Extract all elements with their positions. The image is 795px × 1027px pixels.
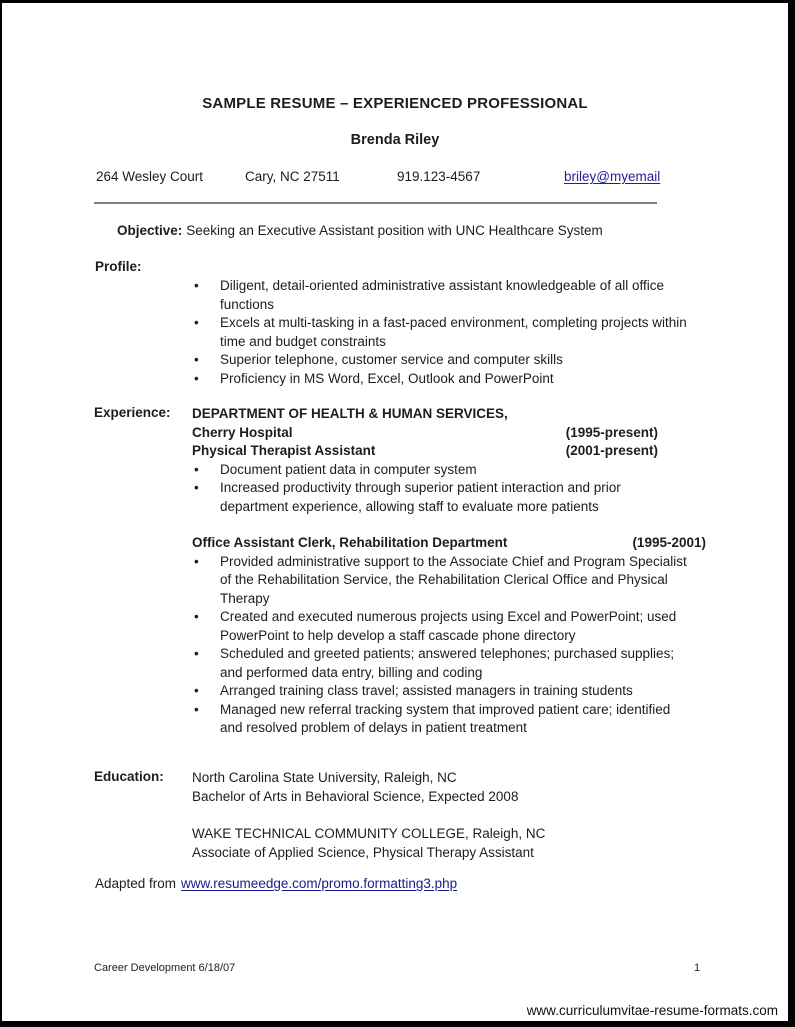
experience-section [192,405,706,738]
experience-bullet: • Managed new referral tracking system that improved patient care; identified and resolved problem of delays in patient treatment [192,701,692,738]
job-dates: (2001-present) [565,443,658,458]
profile-bullet: • Diligent, detail-oriented administrative assistant knowledgeable of all office functions [192,277,692,314]
employer-name: DEPARTMENT OF HEALTH & HUMAN SERVICES, [192,406,508,421]
experience-bullet: • Created and executed numerous projects using Excel and PowerPoint; used PowerPoint to help develop a staff cascade phone directory [192,608,692,645]
job-title: Cherry Hospital [192,424,293,440]
contact-address: 264 Wesley Court [96,169,204,184]
profile-bullet: • Excels at multi-tasking in a fast-paced environment, completing projects within time and budget constraints [192,314,692,351]
contact-city: Cary, NC 27511 [245,169,340,184]
job-dates: (1995-2001) [632,535,706,550]
school-degree: Associate of Applied Science, Physical Therapy Assistant [192,844,534,860]
profile-bullet: • Proficiency in MS Word, Excel, Outlook and PowerPoint [192,370,692,389]
document-title: SAMPLE RESUME – EXPERIENCED PROFESSIONAL [202,95,588,112]
job1-bullet-list [192,461,692,517]
job-dates: (1995-present) [565,424,658,440]
school-entry [192,769,712,806]
section-label-experience: Experience: [94,405,171,420]
school-degree: Bachelor of Arts in Behavioral Science, Expected 2008 [192,788,519,804]
experience-bullet: • Document patient data in computer system [192,461,692,480]
job2-bullet-list [192,553,692,738]
job-title: Office Assistant Clerk, Rehabilitation Department [192,535,508,550]
position-row [192,534,706,553]
position-row [192,424,706,443]
section-label-profile: Profile: [95,259,142,274]
experience-bullet: • Provided administrative support to the Associate Chief and Program Specialist of the Rehabilitation Service, the Rehabilitation Clerical Office and Physical Therapy [192,553,692,609]
school-name: North Carolina State University, Raleigh, NC [192,770,457,785]
job-title: Physical Therapist Assistant [192,443,376,458]
source-attribution [95,876,457,891]
experience-bullet: • Increased productivity through superior patient interaction and prior department experience, allowing staff to evaluate more patients [192,479,692,516]
position-row [192,442,706,461]
footer-text: Career Development 6/18/07 [94,962,236,974]
source-link[interactable]: www.resumeedge.com/promo.formatting3.php [181,876,458,891]
profile-bullet-list [192,277,692,388]
adapted-from-text: Adapted from [95,876,177,891]
page-number: 1 [694,962,701,974]
objective-text: Seeking an Executive Assistant position with UNC Healthcare System [186,223,603,238]
experience-bullet: • Arranged training class travel; assisted managers in training students [192,682,692,701]
objective-label: Objective: [117,223,183,238]
header-divider [94,202,657,204]
education-section [192,769,712,862]
email-link[interactable]: briley@myemail [564,169,661,184]
contact-phone: 919.123-4567 [397,169,481,184]
school-entry [192,825,712,862]
section-label-education: Education: [94,769,164,784]
objective-line [117,223,603,238]
profile-bullet: • Superior telephone, customer service and computer skills [192,351,692,370]
candidate-name: Brenda Riley [350,132,440,148]
watermark-url: www.curriculumvitae-resume-formats.com [526,1003,778,1018]
school-name: WAKE TECHNICAL COMMUNITY COLLEGE, Raleigh, NC [192,826,546,841]
experience-bullet: • Scheduled and greeted patients; answered telephones; purchased supplies; and performed data entry, billing and coding [192,645,692,682]
